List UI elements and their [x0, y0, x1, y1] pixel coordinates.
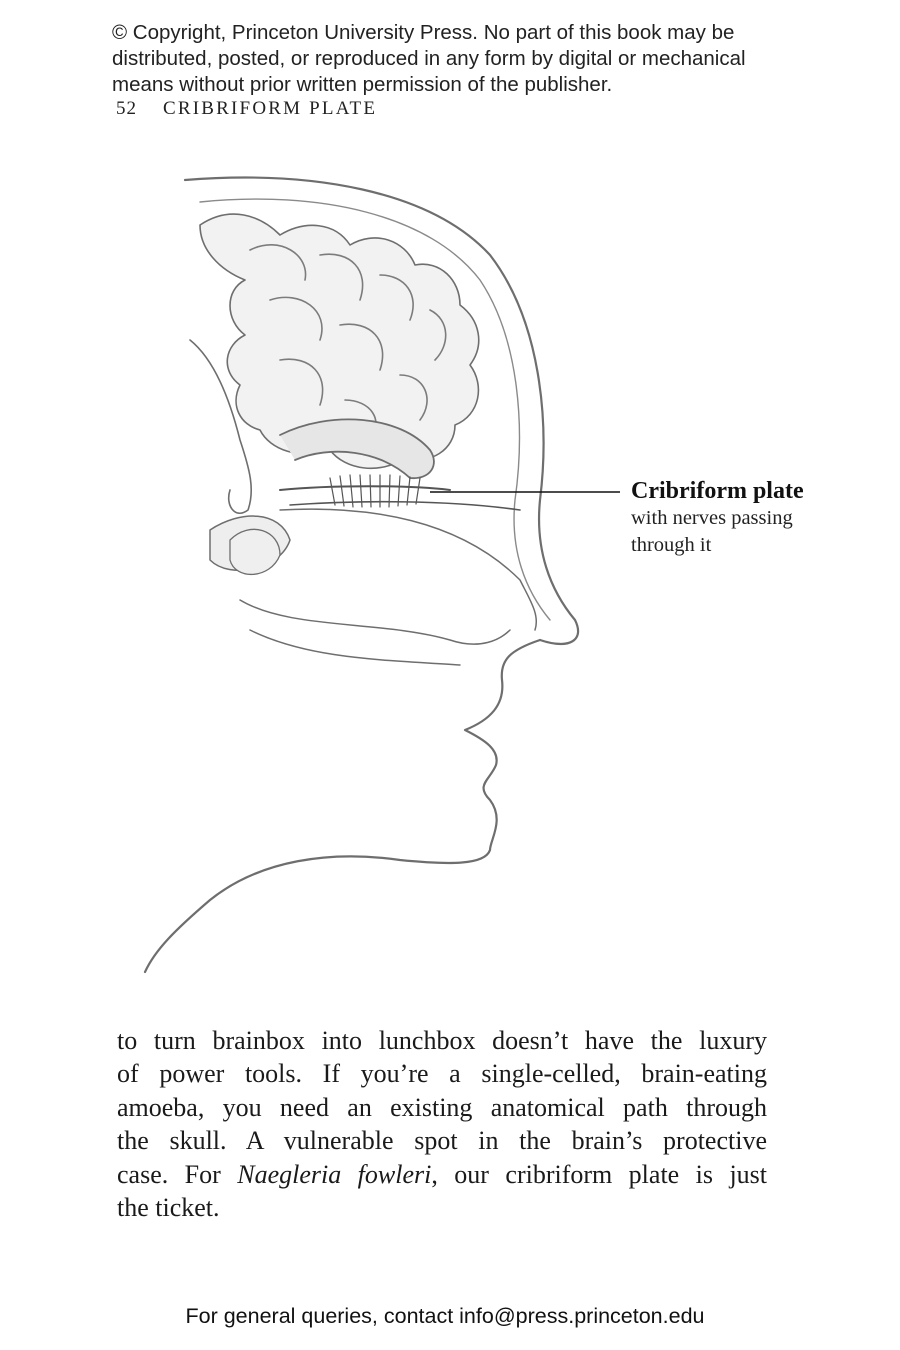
- callout-description: with nerves passing through it: [631, 507, 793, 556]
- copyright-notice: © Copyright, Princeton University Press. No part of this book may be distributed, posted, or reproduced in any form by digital or mechanical means without prior written permission of the publisher.: [112, 21, 746, 96]
- body-line: to turn brainbox into lunchbox doesn’t have the luxury: [117, 1026, 767, 1055]
- page-number: 52: [116, 98, 137, 119]
- body-line: the ticket.: [117, 1193, 220, 1223]
- body-line-5-start: case. For: [117, 1159, 238, 1189]
- body-paragraph: [117, 1024, 767, 1224]
- running-title: CRIBRIFORM PLATE: [163, 98, 378, 119]
- footer-contact: For general queries, contact info@press.princeton.edu: [185, 1304, 705, 1328]
- body-line-5-end: , our cribriform plate is just: [431, 1159, 768, 1189]
- species-name: Naegleria fowleri: [237, 1159, 432, 1189]
- callout-label: [631, 478, 831, 559]
- body-line: the skull. A vulnerable spot in the brain’s protective: [117, 1126, 767, 1156]
- body-line: amoeba, you need an existing anatomical path through: [117, 1092, 767, 1122]
- callout-term: Cribriform plate: [631, 478, 804, 504]
- head-sagittal-illustration: [130, 160, 630, 980]
- sinus: [230, 529, 280, 574]
- body-line: [117, 1158, 767, 1191]
- body-line: of power tools. If you’re a single-celled, brain-eating: [117, 1059, 767, 1089]
- running-head: [116, 98, 377, 120]
- lip-chin-neck-line: [145, 640, 540, 972]
